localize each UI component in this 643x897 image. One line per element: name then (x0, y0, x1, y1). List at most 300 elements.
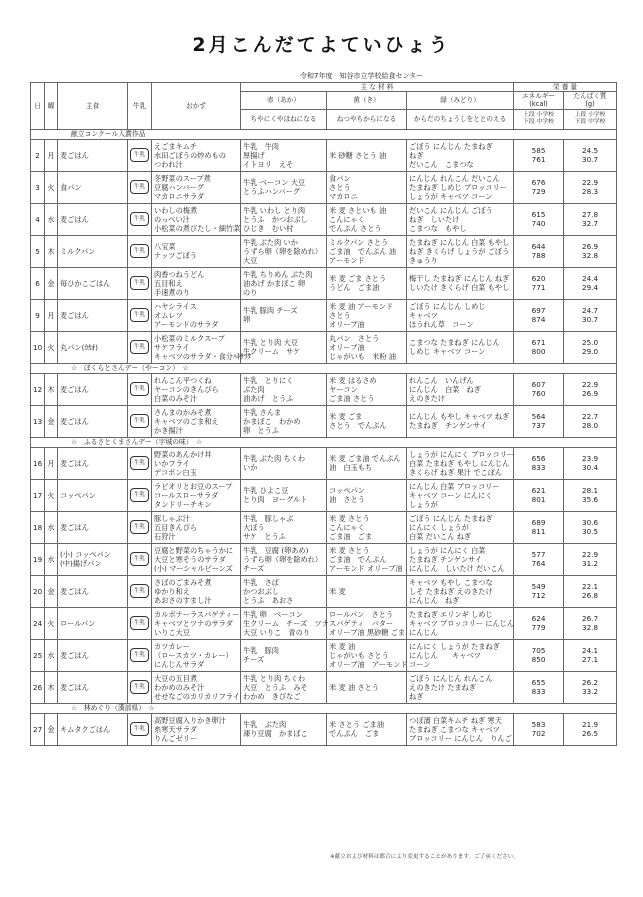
day-cell: 5 (31, 235, 45, 267)
green-ingredients-cell (407, 405, 514, 437)
protein-cell-line: 24.7 (582, 306, 599, 316)
protein-cell-line: 32.8 (582, 251, 599, 261)
weekday-cell: 水 (45, 543, 58, 575)
yellow-ingredients-cell-line: オリーブ油 アーモンド (329, 659, 408, 669)
red-ingredients-cell-line: うずら卵（卵を除めれ） (243, 554, 323, 564)
milk-carton-icon: 牛乳 (130, 148, 149, 162)
upper-school: 小学校 (536, 111, 554, 118)
side-dish-cell (152, 671, 241, 703)
protein-cell (564, 235, 617, 267)
protein-cell-line: 22.7 (582, 412, 599, 422)
green-ingredients-cell-line: ごぼう にんじん しめじ (409, 301, 486, 311)
green-ingredients-cell-line: たまねぎ しめじ ブロッコリー (409, 182, 507, 192)
green-ingredients-cell-line: しそ たまねぎ えのきたけ (409, 586, 493, 596)
header-ingredients: 主 な 材 料 (241, 83, 514, 92)
staple-cell (58, 607, 128, 639)
event-title: ☆ ふるさとくまさんデー（宇城の味） ☆ (31, 437, 617, 447)
yellow-ingredients-cell-line: 米 麦 油 (329, 641, 356, 651)
milk-cell (128, 405, 152, 437)
staple-name: 毎ひかこごはん (60, 278, 111, 288)
red-ingredients-cell-line: 大豆 いりこ 青のり (243, 627, 310, 637)
weekday-cell: 火 (45, 479, 58, 511)
green-ingredients-cell (407, 373, 514, 405)
staple-name: 麦ごはん (60, 214, 89, 224)
red-ingredients-cell-line: 厚揚げ (243, 150, 265, 160)
red-ingredients-cell-line: 大ぼう (243, 522, 265, 532)
menu-row (31, 373, 617, 405)
energy-cell-line: 771 (531, 283, 546, 293)
energy-cell-line: 620 (531, 274, 546, 284)
protein-cell (564, 447, 617, 479)
side-dish-cell-line: わかめのみそ汁 (154, 682, 205, 692)
protein-cell-line: 32.8 (582, 623, 599, 633)
green-ingredients-cell-line: こまつな たまねぎ にんじん (409, 338, 500, 348)
red-ingredients-cell-line: 油あげ かまぼこ 卵 (243, 278, 306, 288)
energy-cell-line: 788 (531, 251, 546, 261)
yellow-ingredients-cell-line: ミルクパン さとう (329, 237, 389, 247)
milk-carton-icon: 牛乳 (130, 680, 149, 694)
staple-name: 丸パン(ｶｶｵ) (60, 342, 98, 352)
green-ingredients-cell-line: にんじん ねぎ (409, 595, 460, 605)
side-dish-cell-line: 野菜のあんかけ丼 (154, 449, 212, 459)
red-ingredients-cell (241, 373, 327, 405)
energy-cell-line: 621 (531, 486, 546, 496)
staple-cell (58, 373, 128, 405)
side-dish-cell (152, 405, 241, 437)
side-dish-cell-line: ヤーコンのきんぴら (154, 384, 219, 394)
protein-cell-line: 21.9 (582, 720, 599, 730)
side-dish-cell-line: のっぺい汁 (154, 214, 190, 224)
energy-cell (514, 713, 564, 745)
side-dish-cell-line: 水田ごぼうの炒めもの (154, 150, 226, 160)
red-ingredients-cell-line: 牛乳 ちりめん ぶた肉 (243, 269, 313, 279)
red-ingredients-cell-line: イトヨリ えそ (243, 159, 294, 169)
red-ingredients-cell (241, 267, 327, 299)
energy-cell-line: 644 (531, 242, 546, 252)
red-ingredients-cell-line: のり (243, 287, 258, 297)
red-ingredients-cell-line: 牛乳 豆腐 (卵あめ) (243, 545, 309, 555)
energy-cell (514, 511, 564, 543)
protein-cell-line: 22.9 (582, 550, 599, 560)
side-dish-cell (152, 479, 241, 511)
header-green: 緑（みどり） (407, 92, 514, 109)
yellow-ingredients-cell (327, 235, 407, 267)
red-ingredients-cell-line: 牛乳 ぶた肉 ちくわ (243, 454, 306, 464)
yellow-ingredients-cell-line: ごま油 ごま (329, 531, 373, 541)
milk-cell (128, 543, 152, 575)
side-dish-cell-line: カツカレー (154, 641, 190, 651)
footnote: ※献立および材料は都合により変更することがあります。ご了承ください。 (330, 854, 519, 860)
yellow-ingredients-cell-line: スパゲティ バター (329, 618, 394, 628)
milk-carton-icon: 牛乳 (130, 212, 149, 226)
day-cell: 12 (31, 373, 45, 405)
red-ingredients-cell-line: 牛乳 ベーコン 大豆 (243, 178, 306, 188)
milk-carton-icon: 牛乳 (130, 616, 149, 630)
staple-cell (58, 511, 128, 543)
protein-cell (564, 373, 617, 405)
yellow-ingredients-cell-line: 米 麦 ごま さとう (329, 274, 387, 284)
yellow-ingredients-cell (327, 671, 407, 703)
weekday-cell: 水 (45, 511, 58, 543)
day-cell: 26 (31, 671, 45, 703)
protein-cell-line: 27.1 (582, 655, 599, 665)
day-cell: 24 (31, 607, 45, 639)
milk-cell (128, 639, 152, 671)
side-dish-cell-line: 大豆の五目煮 (154, 673, 198, 683)
side-dish-cell-line: サケフライ (154, 342, 190, 352)
protein-cell (564, 671, 617, 703)
day-cell: 18 (31, 511, 45, 543)
energy-cell (514, 267, 564, 299)
side-dish-cell-line: アーモンドのサラダ (154, 319, 219, 329)
green-ingredients-cell-line: キャベツ ブロッコリー にんじん (409, 618, 515, 628)
protein-cell (564, 713, 617, 745)
red-ingredients-cell (241, 511, 327, 543)
energy-cell (514, 331, 564, 363)
yellow-ingredients-cell-line: ロールパン さとう (329, 609, 394, 619)
milk-carton-icon: 牛乳 (130, 244, 149, 258)
side-dish-cell-line: (小) マーシャルビーンズ (154, 563, 233, 573)
energy-cell-line: 564 (531, 412, 546, 422)
lower-label: 下段 (523, 119, 535, 126)
weekday-cell: 金 (45, 405, 58, 437)
milk-cell (128, 671, 152, 703)
lower-label-2: 下段 (574, 119, 587, 126)
protein-cell (564, 543, 617, 575)
yellow-ingredients-cell-line: オリーブ油 (329, 319, 365, 329)
red-ingredients-cell-line: 生クリーム サケ (243, 347, 301, 357)
energy-cell (514, 447, 564, 479)
side-dish-cell-line: 八宝菜 (154, 242, 176, 252)
red-ingredients-cell (241, 607, 327, 639)
energy-cell-line: 801 (531, 495, 546, 505)
menu-row (31, 267, 617, 299)
staple-cell (58, 405, 128, 437)
green-ingredients-cell-line: ねぎ (409, 150, 424, 160)
yellow-ingredients-cell-line: 米 麦 はるさめ (329, 375, 377, 385)
energy-cell (514, 203, 564, 235)
staple-cell (58, 543, 128, 575)
energy-cell-line: 833 (531, 463, 546, 473)
yellow-ingredients-cell (327, 139, 407, 171)
side-dish-cell-line: 石狩汁 (154, 531, 176, 541)
protein-cell-line: 25.0 (582, 338, 599, 348)
red-ingredients-cell-line: 牛乳 とりにく (243, 375, 294, 385)
side-dish-cell-line: （ロースカツ・カレー） (154, 650, 233, 660)
green-ingredients-cell-line: にんじん れんこん だいこん (409, 173, 500, 183)
red-ingredients-cell-line: うずら卵（卵を除めれ） (243, 246, 323, 256)
energy-cell (514, 479, 564, 511)
side-dish-cell-line: タンドリーチキン (154, 499, 212, 509)
green-ingredients-cell-line: だいこん にんじん ごぼう (409, 205, 493, 215)
red-ingredients-cell (241, 479, 327, 511)
green-ingredients-cell (407, 575, 514, 607)
side-dish-cell-line: かき揚汁 (154, 425, 183, 435)
energy-cell-line: 761 (531, 155, 546, 165)
energy-cell-line: 656 (531, 454, 546, 464)
green-ingredients-cell-line: ごぼう にんじん れんこん (409, 673, 493, 683)
staple-cell (58, 299, 128, 331)
red-ingredients-cell-line: とり肉 ヨーグルト (243, 495, 308, 505)
protein-cell-line: 22.1 (582, 582, 599, 592)
side-dish-cell-line: キャベツのごま和え (154, 416, 219, 426)
side-dish-cell-line: 小松菜の煮びたし・細竹菜 (154, 223, 241, 233)
event-title: ☆ 林めぐり（漢部県） ☆ (31, 703, 617, 713)
yellow-ingredients-cell-line: 米 麦 油 アーモンド (329, 301, 394, 311)
red-ingredients-cell (241, 575, 327, 607)
red-ingredients-cell-line: 牛乳 豚肉 (243, 646, 279, 656)
menu-row (31, 447, 617, 479)
staple-cell (58, 171, 128, 203)
energy-cell-line: 833 (531, 687, 546, 697)
header-protein-levels (564, 109, 617, 129)
milk-carton-icon: 牛乳 (130, 456, 149, 470)
red-ingredients-cell-line: かまぼこ わかめ (243, 416, 301, 426)
red-ingredients-cell-line: 油あげ とうふ (243, 393, 294, 403)
org-line: 令和7年度 知谷市立学校給食センター (300, 72, 424, 80)
menu-row (31, 299, 617, 331)
red-ingredients-cell-line: 卵 (243, 315, 251, 325)
green-ingredients-cell (407, 511, 514, 543)
milk-cell (128, 267, 152, 299)
protein-cell-line: 26.9 (582, 389, 599, 399)
milk-carton-icon: 牛乳 (130, 180, 149, 194)
green-ingredients-cell (407, 235, 514, 267)
milk-cell (128, 203, 152, 235)
green-ingredients-cell-line: えのきたけ たまねぎ (409, 682, 476, 692)
red-ingredients-cell-line: 牛乳 豚しゃぶ (243, 513, 294, 523)
energy-cell-line: 760 (531, 389, 546, 399)
energy-cell (514, 171, 564, 203)
milk-cell (128, 171, 152, 203)
staple-cell (58, 447, 128, 479)
red-ingredients-cell (241, 543, 327, 575)
staple-name: 麦ごはん (60, 650, 89, 660)
energy-cell-line: 624 (531, 614, 546, 624)
green-ingredients-cell-line: ねぎ きくらげ しょうが ごぼう (409, 246, 510, 256)
side-dish-cell-line: 糸寒天サラダ (154, 724, 198, 734)
side-dish-cell-line: さんまのかみそ煮 (154, 407, 212, 417)
side-dish-cell-line: 五目和え (154, 278, 183, 288)
red-ingredients-cell-line: 大豆 (243, 255, 258, 265)
weekday-cell: 木 (45, 373, 58, 405)
menu-row (31, 139, 617, 171)
energy-cell (514, 607, 564, 639)
side-dish-cell (152, 575, 241, 607)
red-ingredients-cell-line: 大豆 とうふ みそ (243, 682, 308, 692)
red-ingredients-cell-line: 牛乳 卵 ベーコン (243, 609, 303, 619)
weekday-cell: 火 (45, 607, 58, 639)
red-ingredients-cell-line: チーズ (243, 655, 265, 665)
protein-cell-line: 23.9 (582, 454, 599, 464)
header-energy-levels (514, 109, 564, 129)
side-dish-cell (152, 203, 241, 235)
upper-label: 上段 (523, 111, 535, 118)
red-ingredients-cell-line: 牛乳 いわし とり肉 (243, 205, 306, 215)
yellow-ingredients-cell-line: でんぷん ごま (329, 729, 380, 739)
energy-cell-line: 729 (531, 187, 546, 197)
protein-cell-line: 24.4 (582, 274, 599, 284)
green-ingredients-cell-line: ねぎ しいたけ (409, 214, 460, 224)
menu-body (31, 129, 617, 745)
milk-cell (128, 447, 152, 479)
green-ingredients-cell-line: しょうが キャベツ コーン (409, 191, 493, 201)
header-nutrition: 栄 養 量 (514, 83, 617, 92)
energy-cell-line: 737 (531, 421, 546, 431)
side-dish-cell-line: ナッツごぼう (154, 251, 197, 261)
milk-carton-icon: 牛乳 (130, 340, 149, 354)
protein-label: たんぱく質 (573, 92, 607, 101)
red-ingredients-cell (241, 235, 327, 267)
energy-cell (514, 543, 564, 575)
yellow-ingredients-cell (327, 267, 407, 299)
menu-row (31, 607, 617, 639)
side-dish-cell-line: れんこん平つくね (154, 375, 212, 385)
green-ingredients-cell-line: ごぼう にんじん たまねぎ (409, 141, 493, 151)
energy-cell-line: 779 (531, 623, 546, 633)
milk-cell (128, 575, 152, 607)
side-dish-cell-line: ハヤシライス (154, 301, 197, 311)
staple-cell (58, 575, 128, 607)
header-green-desc: からだのちょうしをととのえる (407, 109, 514, 129)
energy-cell (514, 235, 564, 267)
green-ingredients-cell-line: 白菜 だいこん ねぎ (409, 531, 472, 541)
day-cell: 16 (31, 447, 45, 479)
green-ingredients-cell-line: たまねぎ チンゲンサイ (409, 421, 487, 431)
energy-label: エネルギー (522, 92, 556, 101)
protein-cell-line: 31.2 (582, 559, 599, 569)
milk-carton-icon: 牛乳 (130, 552, 149, 566)
green-ingredients-cell-line: きゅうり (409, 255, 438, 265)
red-ingredients-cell (241, 139, 327, 171)
yellow-ingredients-cell-line: 油 さとう (329, 495, 365, 505)
side-dish-cell-line: マカロニサラダ (154, 191, 205, 201)
red-ingredients-cell-line: かつおぶし (243, 586, 279, 596)
yellow-ingredients-cell-line: ごま油 さとう (329, 393, 375, 403)
yellow-ingredients-cell-line: 米 砂糖 さとう 油 (329, 150, 387, 160)
side-dish-cell-line: オムレツ (154, 310, 183, 320)
green-ingredients-cell-line: ねぎ (409, 691, 424, 701)
energy-cell-line: 585 (531, 146, 546, 156)
green-ingredients-cell-line: しょうが (409, 499, 438, 509)
protein-cell (564, 639, 617, 671)
yellow-ingredients-cell-line: うどん ごま油 (329, 283, 380, 293)
green-ingredients-cell-line: こまつな もやし (409, 223, 467, 233)
yellow-ingredients-cell-line: オリーブ油 黒砂糖 ごま (329, 627, 406, 637)
menu-row (31, 575, 617, 607)
protein-cell-line: 24.1 (582, 646, 599, 656)
side-dish-cell (152, 447, 241, 479)
protein-cell-line: 22.9 (582, 380, 599, 390)
protein-unit: (g) (585, 100, 595, 109)
side-dish-cell-line: つわれ汁 (154, 159, 183, 169)
green-ingredients-cell (407, 299, 514, 331)
protein-cell-line: 22.9 (582, 178, 599, 188)
red-ingredients-cell (241, 639, 327, 671)
staple-name: 麦ごはん (60, 416, 89, 426)
green-ingredients-cell (407, 479, 514, 511)
protein-cell-line: 26.7 (582, 614, 599, 624)
event-row (31, 129, 617, 139)
staple-name: 麦ごはん (60, 522, 89, 532)
yellow-ingredients-cell (327, 203, 407, 235)
yellow-ingredients-cell-line: さとう (329, 310, 351, 320)
side-dish-cell-line: キャベツのサラダ・食分ﾊｷｻﾗﾀﾞ (154, 351, 255, 361)
staple-name: 麦ごはん (60, 682, 89, 692)
yellow-ingredients-cell-line: 米 麦 さといも 油 (329, 205, 387, 215)
milk-carton-icon: 牛乳 (130, 308, 149, 322)
red-ingredients-cell-line: ぶた肉 (243, 384, 265, 394)
energy-cell (514, 139, 564, 171)
day-cell: 17 (31, 479, 45, 511)
side-dish-cell (152, 299, 241, 331)
staple-name: 麦ごはん (60, 310, 89, 320)
weekday-cell: 金 (45, 575, 58, 607)
staple-name: 麦ごはん (60, 458, 89, 468)
yellow-ingredients-cell-line: 米 麦 ごま (329, 412, 363, 422)
side-dish-cell-line: 五目きんぴら (154, 522, 198, 532)
protein-cell-line: 30.7 (582, 315, 599, 325)
side-dish-cell-line: にんじんサラダ (154, 659, 205, 669)
red-ingredients-cell (241, 299, 327, 331)
side-dish-cell (152, 713, 241, 745)
energy-cell-line: 874 (531, 315, 546, 325)
menu-row (31, 543, 617, 575)
side-dish-cell-line: 大豆と寒そうのサラダ (154, 554, 226, 564)
staple-name: キムタクごはん (60, 724, 111, 734)
protein-cell (564, 171, 617, 203)
red-ingredients-cell-line: チーズ (243, 563, 265, 573)
yellow-ingredients-cell-line: コッペパン (329, 486, 365, 496)
header-staple: 主食 (58, 83, 128, 130)
weekday-cell: 木 (45, 235, 58, 267)
protein-cell (564, 203, 617, 235)
milk-carton-icon: 牛乳 (130, 382, 149, 396)
side-dish-cell-line: 豆腐ハンバーグ (154, 182, 204, 192)
menu-row (31, 203, 617, 235)
yellow-ingredients-cell (327, 373, 407, 405)
green-ingredients-cell-line: たまねぎ エリンギ しめじ (409, 609, 493, 619)
green-ingredients-cell-line: 梅干し たまねぎ にんじん ねぎ (409, 274, 510, 284)
yellow-ingredients-cell (327, 405, 407, 437)
event-row (31, 437, 617, 447)
milk-cell (128, 139, 152, 171)
menu-table (30, 82, 617, 746)
weekday-cell: 金 (45, 267, 58, 299)
yellow-ingredients-cell-line: ごま油 でんぷん (329, 554, 387, 564)
lower-school-2: 中学校 (588, 119, 606, 126)
red-ingredients-cell (241, 405, 327, 437)
lower-school: 中学校 (536, 119, 554, 126)
energy-cell-line: 549 (531, 582, 546, 592)
green-ingredients-cell-line: にんじん 白菜 ねぎ (409, 384, 481, 394)
protein-cell-line: 27.8 (582, 210, 599, 220)
energy-cell (514, 639, 564, 671)
yellow-ingredients-cell (327, 543, 407, 575)
energy-cell-line: 689 (531, 518, 546, 528)
yellow-ingredients-cell (327, 511, 407, 543)
protein-cell-line: 26.2 (582, 678, 599, 688)
red-ingredients-cell (241, 671, 327, 703)
side-dish-cell-line: いわしの梅煮 (154, 205, 198, 215)
yellow-ingredients-cell-line: 丸パン さとう (329, 333, 380, 343)
staple-name: (小) コッペパン (60, 550, 111, 560)
day-cell: 3 (31, 171, 45, 203)
event-title: ☆ ぼくらとさんデー（やーコン） ☆ (31, 363, 617, 373)
milk-cell (128, 713, 152, 745)
green-ingredients-cell-line: にんじん もやし キャベツ ねぎ (409, 412, 510, 422)
energy-unit: (kcal) (529, 100, 548, 109)
